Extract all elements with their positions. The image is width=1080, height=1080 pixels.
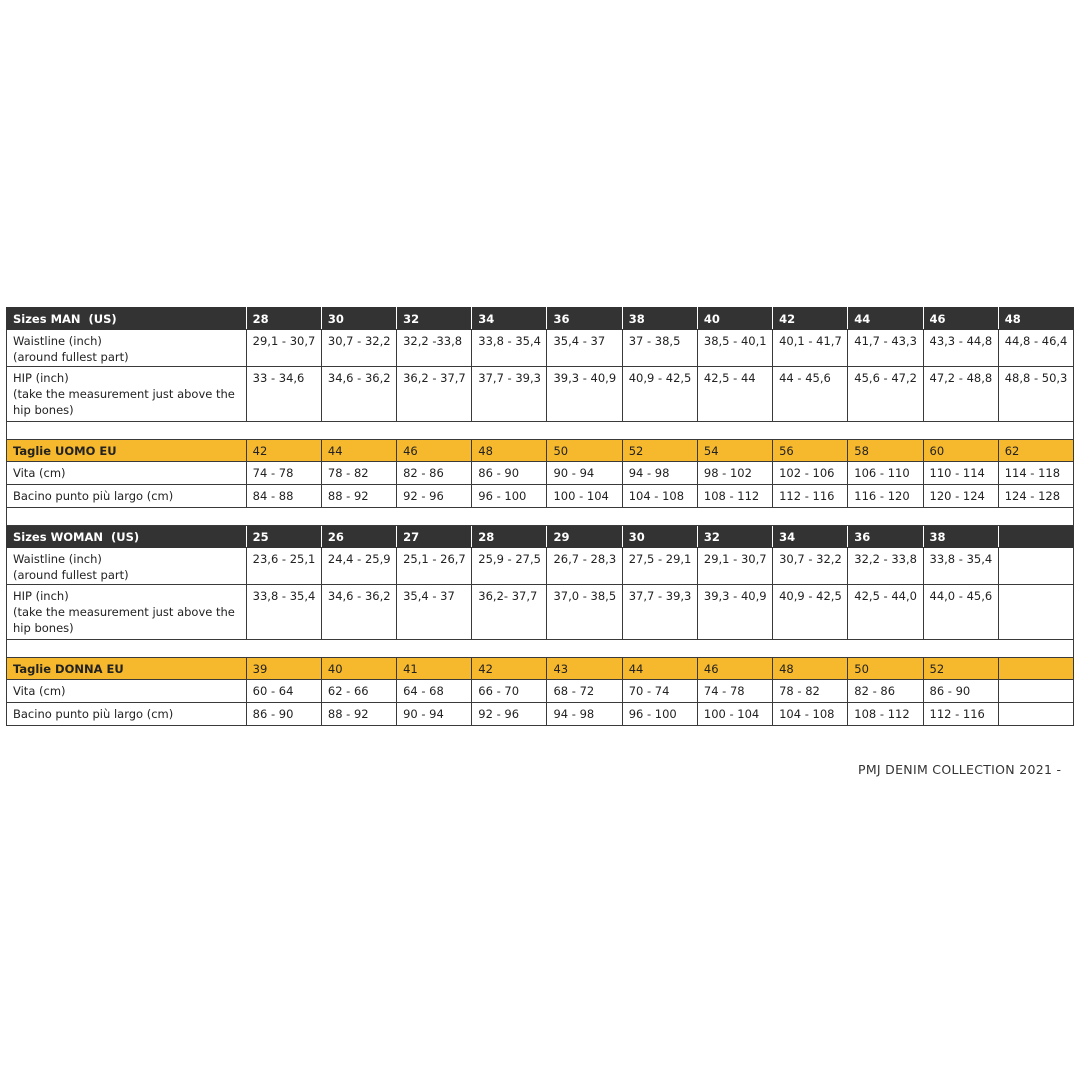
size-cell: 37,7 - 39,3 bbox=[472, 367, 547, 422]
size-cell: 78 - 82 bbox=[773, 680, 848, 703]
size-cell: 68 - 72 bbox=[547, 680, 622, 703]
woman-eu-vita-row bbox=[7, 680, 1074, 703]
size-cell: 41 bbox=[397, 658, 472, 680]
size-cell: 47,2 - 48,8 bbox=[923, 367, 998, 422]
size-cell: 86 - 90 bbox=[472, 462, 547, 485]
size-cell: 48 bbox=[998, 308, 1073, 330]
size-cell: 108 - 112 bbox=[848, 703, 923, 726]
size-cell: 28 bbox=[246, 308, 321, 330]
size-cell bbox=[998, 680, 1073, 703]
size-cell bbox=[998, 526, 1073, 548]
size-cell: 38 bbox=[622, 308, 697, 330]
size-cell bbox=[998, 548, 1073, 585]
size-cell: 37,7 - 39,3 bbox=[622, 585, 697, 640]
spacer-cell bbox=[7, 422, 1074, 440]
size-cell: 43,3 - 44,8 bbox=[923, 330, 998, 367]
size-cell: 100 - 104 bbox=[697, 703, 772, 726]
size-cell: 74 - 78 bbox=[246, 462, 321, 485]
size-cell: 30,7 - 32,2 bbox=[773, 548, 848, 585]
spacer-row bbox=[7, 422, 1074, 440]
size-cell: 96 - 100 bbox=[472, 485, 547, 508]
man-us-header-row bbox=[7, 308, 1074, 330]
size-cell: 46 bbox=[923, 308, 998, 330]
size-cell: 56 bbox=[773, 440, 848, 462]
size-cell: 34,6 - 36,2 bbox=[321, 585, 396, 640]
size-cell: 82 - 86 bbox=[397, 462, 472, 485]
size-cell: 32 bbox=[697, 526, 772, 548]
row-label: Taglie DONNA EU bbox=[7, 658, 247, 680]
size-cell: 92 - 96 bbox=[397, 485, 472, 508]
woman-eu-header-row bbox=[7, 658, 1074, 680]
size-cell: 42 bbox=[773, 308, 848, 330]
size-cell: 40,9 - 42,5 bbox=[622, 367, 697, 422]
size-cell: 41,7 - 43,3 bbox=[848, 330, 923, 367]
size-cell: 48 bbox=[472, 440, 547, 462]
size-cell: 26 bbox=[321, 526, 396, 548]
man-us-waist-row bbox=[7, 330, 1074, 367]
size-cell: 86 - 90 bbox=[246, 703, 321, 726]
man-eu-header-row bbox=[7, 440, 1074, 462]
man-eu-bacino-row bbox=[7, 485, 1074, 508]
size-cell: 40 bbox=[697, 308, 772, 330]
size-cell: 84 - 88 bbox=[246, 485, 321, 508]
size-cell: 94 - 98 bbox=[547, 703, 622, 726]
size-cell: 36,2- 37,7 bbox=[472, 585, 547, 640]
size-cell: 29 bbox=[547, 526, 622, 548]
size-cell: 30 bbox=[321, 308, 396, 330]
size-cell: 44 bbox=[321, 440, 396, 462]
size-cell: 54 bbox=[697, 440, 772, 462]
spacer-cell bbox=[7, 508, 1074, 526]
spacer-row bbox=[7, 508, 1074, 526]
spacer-cell bbox=[7, 640, 1074, 658]
size-cell: 42,5 - 44,0 bbox=[848, 585, 923, 640]
size-cell: 58 bbox=[848, 440, 923, 462]
size-cell: 120 - 124 bbox=[923, 485, 998, 508]
size-cell: 35,4 - 37 bbox=[397, 585, 472, 640]
size-cell: 25 bbox=[246, 526, 321, 548]
size-cell: 32,2 -33,8 bbox=[397, 330, 472, 367]
size-cell: 40 bbox=[321, 658, 396, 680]
size-cell: 106 - 110 bbox=[848, 462, 923, 485]
woman-us-waist-row bbox=[7, 548, 1074, 585]
man-us-hip-row bbox=[7, 367, 1074, 422]
size-cell: 48,8 - 50,3 bbox=[998, 367, 1073, 422]
collection-footer: PMJ DENIM COLLECTION 2021 - bbox=[858, 762, 1062, 777]
size-cell: 102 - 106 bbox=[773, 462, 848, 485]
size-cell: 74 - 78 bbox=[697, 680, 772, 703]
size-cell bbox=[998, 703, 1073, 726]
size-cell: 26,7 - 28,3 bbox=[547, 548, 622, 585]
size-cell: 42 bbox=[472, 658, 547, 680]
size-cell: 44 bbox=[622, 658, 697, 680]
size-cell: 112 - 116 bbox=[773, 485, 848, 508]
size-cell: 112 - 116 bbox=[923, 703, 998, 726]
size-cell: 64 - 68 bbox=[397, 680, 472, 703]
size-cell: 52 bbox=[622, 440, 697, 462]
size-cell: 29,1 - 30,7 bbox=[246, 330, 321, 367]
size-cell: 104 - 108 bbox=[773, 703, 848, 726]
row-label: Sizes WOMAN (US) bbox=[7, 526, 247, 548]
size-cell: 40,1 - 41,7 bbox=[773, 330, 848, 367]
size-cell: 96 - 100 bbox=[622, 703, 697, 726]
size-cell: 44,8 - 46,4 bbox=[998, 330, 1073, 367]
man-eu-vita-row bbox=[7, 462, 1074, 485]
size-cell: 86 - 90 bbox=[923, 680, 998, 703]
size-cell: 46 bbox=[397, 440, 472, 462]
size-cell: 116 - 120 bbox=[848, 485, 923, 508]
size-cell: 30 bbox=[622, 526, 697, 548]
size-cell: 62 bbox=[998, 440, 1073, 462]
size-cell: 88 - 92 bbox=[321, 703, 396, 726]
size-cell: 32 bbox=[397, 308, 472, 330]
size-cell: 90 - 94 bbox=[397, 703, 472, 726]
size-cell: 39,3 - 40,9 bbox=[697, 585, 772, 640]
size-cell: 29,1 - 30,7 bbox=[697, 548, 772, 585]
size-cell: 50 bbox=[547, 440, 622, 462]
size-cell: 110 - 114 bbox=[923, 462, 998, 485]
size-cell bbox=[998, 658, 1073, 680]
size-cell: 62 - 66 bbox=[321, 680, 396, 703]
size-cell: 46 bbox=[697, 658, 772, 680]
size-cell: 82 - 86 bbox=[848, 680, 923, 703]
row-label: Waistline (inch) (around fullest part) bbox=[7, 330, 247, 367]
size-cell: 78 - 82 bbox=[321, 462, 396, 485]
woman-us-header-row bbox=[7, 526, 1074, 548]
row-label: HIP (inch) (take the measurement just above the hip bones) bbox=[7, 585, 247, 640]
size-cell: 36 bbox=[547, 308, 622, 330]
size-cell: 44,0 - 45,6 bbox=[923, 585, 998, 640]
row-label: Bacino punto più largo (cm) bbox=[7, 703, 247, 726]
size-cell: 88 - 92 bbox=[321, 485, 396, 508]
size-cell: 34,6 - 36,2 bbox=[321, 367, 396, 422]
size-cell: 45,6 - 47,2 bbox=[848, 367, 923, 422]
size-cell: 60 - 64 bbox=[246, 680, 321, 703]
size-cell: 33,8 - 35,4 bbox=[923, 548, 998, 585]
size-cell: 24,4 - 25,9 bbox=[321, 548, 396, 585]
size-cell: 23,6 - 25,1 bbox=[246, 548, 321, 585]
size-cell: 66 - 70 bbox=[472, 680, 547, 703]
size-cell: 98 - 102 bbox=[697, 462, 772, 485]
size-cell: 39,3 - 40,9 bbox=[547, 367, 622, 422]
spacer-row bbox=[7, 640, 1074, 658]
size-cell: 37,0 - 38,5 bbox=[547, 585, 622, 640]
size-cell: 32,2 - 33,8 bbox=[848, 548, 923, 585]
size-cell: 33,8 - 35,4 bbox=[246, 585, 321, 640]
woman-eu-bacino-row bbox=[7, 703, 1074, 726]
size-cell: 33 - 34,6 bbox=[246, 367, 321, 422]
size-cell: 38,5 - 40,1 bbox=[697, 330, 772, 367]
size-cell: 39 bbox=[246, 658, 321, 680]
size-cell: 38 bbox=[923, 526, 998, 548]
size-cell: 48 bbox=[773, 658, 848, 680]
size-cell: 36 bbox=[848, 526, 923, 548]
size-cell: 36,2 - 37,7 bbox=[397, 367, 472, 422]
size-cell: 52 bbox=[923, 658, 998, 680]
size-cell: 44 bbox=[848, 308, 923, 330]
size-cell: 50 bbox=[848, 658, 923, 680]
size-cell: 100 - 104 bbox=[547, 485, 622, 508]
size-cell: 35,4 - 37 bbox=[547, 330, 622, 367]
row-label: Taglie UOMO EU bbox=[7, 440, 247, 462]
size-cell: 70 - 74 bbox=[622, 680, 697, 703]
size-cell: 94 - 98 bbox=[622, 462, 697, 485]
size-cell: 37 - 38,5 bbox=[622, 330, 697, 367]
size-cell: 34 bbox=[472, 308, 547, 330]
size-cell: 25,1 - 26,7 bbox=[397, 548, 472, 585]
size-cell bbox=[998, 585, 1073, 640]
row-label: HIP (inch) (take the measurement just above the hip bones) bbox=[7, 367, 247, 422]
size-cell: 27,5 - 29,1 bbox=[622, 548, 697, 585]
row-label: Vita (cm) bbox=[7, 680, 247, 703]
size-cell: 42,5 - 44 bbox=[697, 367, 772, 422]
size-cell: 124 - 128 bbox=[998, 485, 1073, 508]
size-cell: 25,9 - 27,5 bbox=[472, 548, 547, 585]
size-cell: 60 bbox=[923, 440, 998, 462]
size-cell: 43 bbox=[547, 658, 622, 680]
size-cell: 104 - 108 bbox=[622, 485, 697, 508]
row-label: Waistline (inch) (around fullest part) bbox=[7, 548, 247, 585]
woman-us-hip-row bbox=[7, 585, 1074, 640]
size-cell: 34 bbox=[773, 526, 848, 548]
size-chart-table bbox=[6, 307, 1074, 726]
size-cell: 27 bbox=[397, 526, 472, 548]
size-cell: 114 - 118 bbox=[998, 462, 1073, 485]
size-cell: 92 - 96 bbox=[472, 703, 547, 726]
row-label: Bacino punto più largo (cm) bbox=[7, 485, 247, 508]
size-cell: 30,7 - 32,2 bbox=[321, 330, 396, 367]
size-cell: 33,8 - 35,4 bbox=[472, 330, 547, 367]
size-cell: 90 - 94 bbox=[547, 462, 622, 485]
row-label: Vita (cm) bbox=[7, 462, 247, 485]
size-cell: 44 - 45,6 bbox=[773, 367, 848, 422]
size-cell: 40,9 - 42,5 bbox=[773, 585, 848, 640]
size-cell: 108 - 112 bbox=[697, 485, 772, 508]
size-cell: 42 bbox=[246, 440, 321, 462]
size-cell: 28 bbox=[472, 526, 547, 548]
row-label: Sizes MAN (US) bbox=[7, 308, 247, 330]
